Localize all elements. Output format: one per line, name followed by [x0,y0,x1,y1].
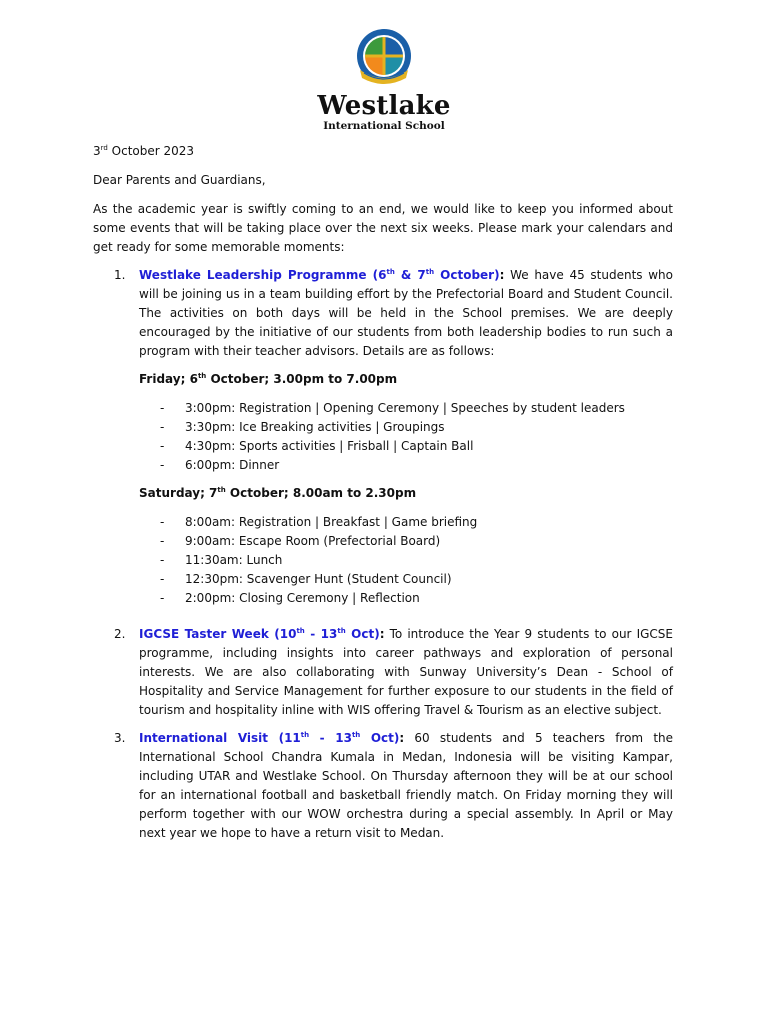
event-description: We have 45 students who will be joining us in a team building effort by the Prefectorial Board and Student Council. The activities on both days will be held in the School premises. We are deeply encouraged by the initiative of our students from both leadership bodies to run such a program with their teacher advisors. Details are as follows: [139,268,674,358]
schedule-list-saturday [139,513,673,608]
event-number: 1. [114,268,126,282]
event-number: 2. [114,627,126,641]
event-title: Westlake Leadership Programme (6th & 7th October) [139,268,500,282]
schedule-day-friday: Friday; 6th October; 3.00pm to 7.00pm [139,372,398,386]
letter-body [93,142,673,843]
letter-date: 3rd October 2023 [93,144,195,158]
event-description: 60 students and 5 teachers from the International School Chandra Kumala in Medan, Indonesia will be visiting Kampar, including UTAR and Westlake School. On Thursday afternoon they will be at our school for an international football and basketball friendly match. On Friday morning they will perform together with our WOW orchestra during a special assembly. In April or May next year we hope to have a return visit to Medan. [139,731,674,840]
logo-wordmark: Westlake [317,91,451,121]
schedule-day-saturday: Saturday; 7th October; 8.00am to 2.30pm [139,486,417,500]
intro-paragraph: As the academic year is swiftly coming to an end, we would like to keep you informed about some events that will be taking place over the next six weeks. Please mark your calendars and get ready for some memorable moments: [93,202,673,254]
event-item-igcse-taster: 2. IGCSE Taster Week (10th - 13th Oct): To introduce the Year 9 students to our IGCSE programme, including insights into career pathways and exploration of personal interests. We are also collaborating with Sunway University’s Dean - School of Hospitality and Service Management for further exposure to our students in the field of tourism and hospitality inline with WIS offering Travel & Tourism as an elective subject. [114,627,673,717]
schedule-item: - 4:30pm: Sports activities | Frisball | Captain Ball [160,439,474,453]
schedule-item: - 6:00pm: Dinner [160,458,280,472]
schedule-list-friday [139,399,673,475]
event-title: International Visit (11th - 13th Oct) [139,731,400,745]
schedule-item: - 3:00pm: Registration | Opening Ceremony | Speeches by student leaders [160,401,625,415]
schedule-item: - 12:30pm: Scavenger Hunt (Student Council) [160,572,452,586]
event-number: 3. [114,731,126,745]
schedule-item: - 8:00am: Registration | Breakfast | Game briefing [160,515,478,529]
logo-subtitle: International School [323,120,445,132]
event-title: IGCSE Taster Week (10th - 13th Oct) [139,627,380,641]
salutation: Dear Parents and Guardians, [93,173,266,187]
school-crest-icon [352,26,416,90]
event-item-international-visit: 3. International Visit (11th - 13th Oct): 60 students and 5 teachers from the International School Chandra Kumala in Medan, Indonesia will be visiting Kampar, including UTAR and Westlake School. On Thursday afternoon they will be at our school for an international football and basketball friendly match. On Friday morning they will perform together with our WOW orchestra during a special assembly. In April or May next year we hope to have a return visit to Medan. [114,731,674,840]
school-logo [0,26,768,134]
event-item-leadership: 1. Westlake Leadership Programme (6th & 7th October): We have 45 students who will be joining us in a team building effort by the Prefectorial Board and Student Council. The activities on both days will be held in the School premises. We are deeply encouraged by the initiative of our students from both leadership bodies to run such a program with their teacher advisors. Details are as follows: Friday; 6th October; 3.00pm to 7.00pm - 3:00pm: Registration | Opening Ceremony | Speeches by student leaders - 3:30pm: Ice Breaking activities | Groupings - 4:30pm: Sports activities | Frisball | Captain Ball - 6:00pm: Dinner Saturday; 7th October; 8.00am to 2.30pm - 8:00am: Registration | Breakfast | Game briefing - 9:00am: Escape Room (Prefectorial Board) - 11:30am: Lunch - 12:30pm: Scavenger Hunt (Student Council) - 2:00pm: Closing Ceremony | Reflection [93,266,673,608]
schedule-item: - 11:30am: Lunch [160,553,283,567]
events-list [93,266,673,843]
event-description: To introduce the Year 9 students to our IGCSE programme, including insights into career pathways and exploration of personal interests. We are also collaborating with Sunway University’s Dean - School of Hospitality and Service Management for further exposure to our students in the field of tourism and hospitality inline with WIS offering Travel & Tourism as an elective subject. [139,627,673,717]
schedule-item: - 2:00pm: Closing Ceremony | Reflection [160,591,420,605]
schedule-item: - 9:00am: Escape Room (Prefectorial Board) [160,534,441,548]
schedule-item: - 3:30pm: Ice Breaking activities | Groupings [160,420,445,434]
